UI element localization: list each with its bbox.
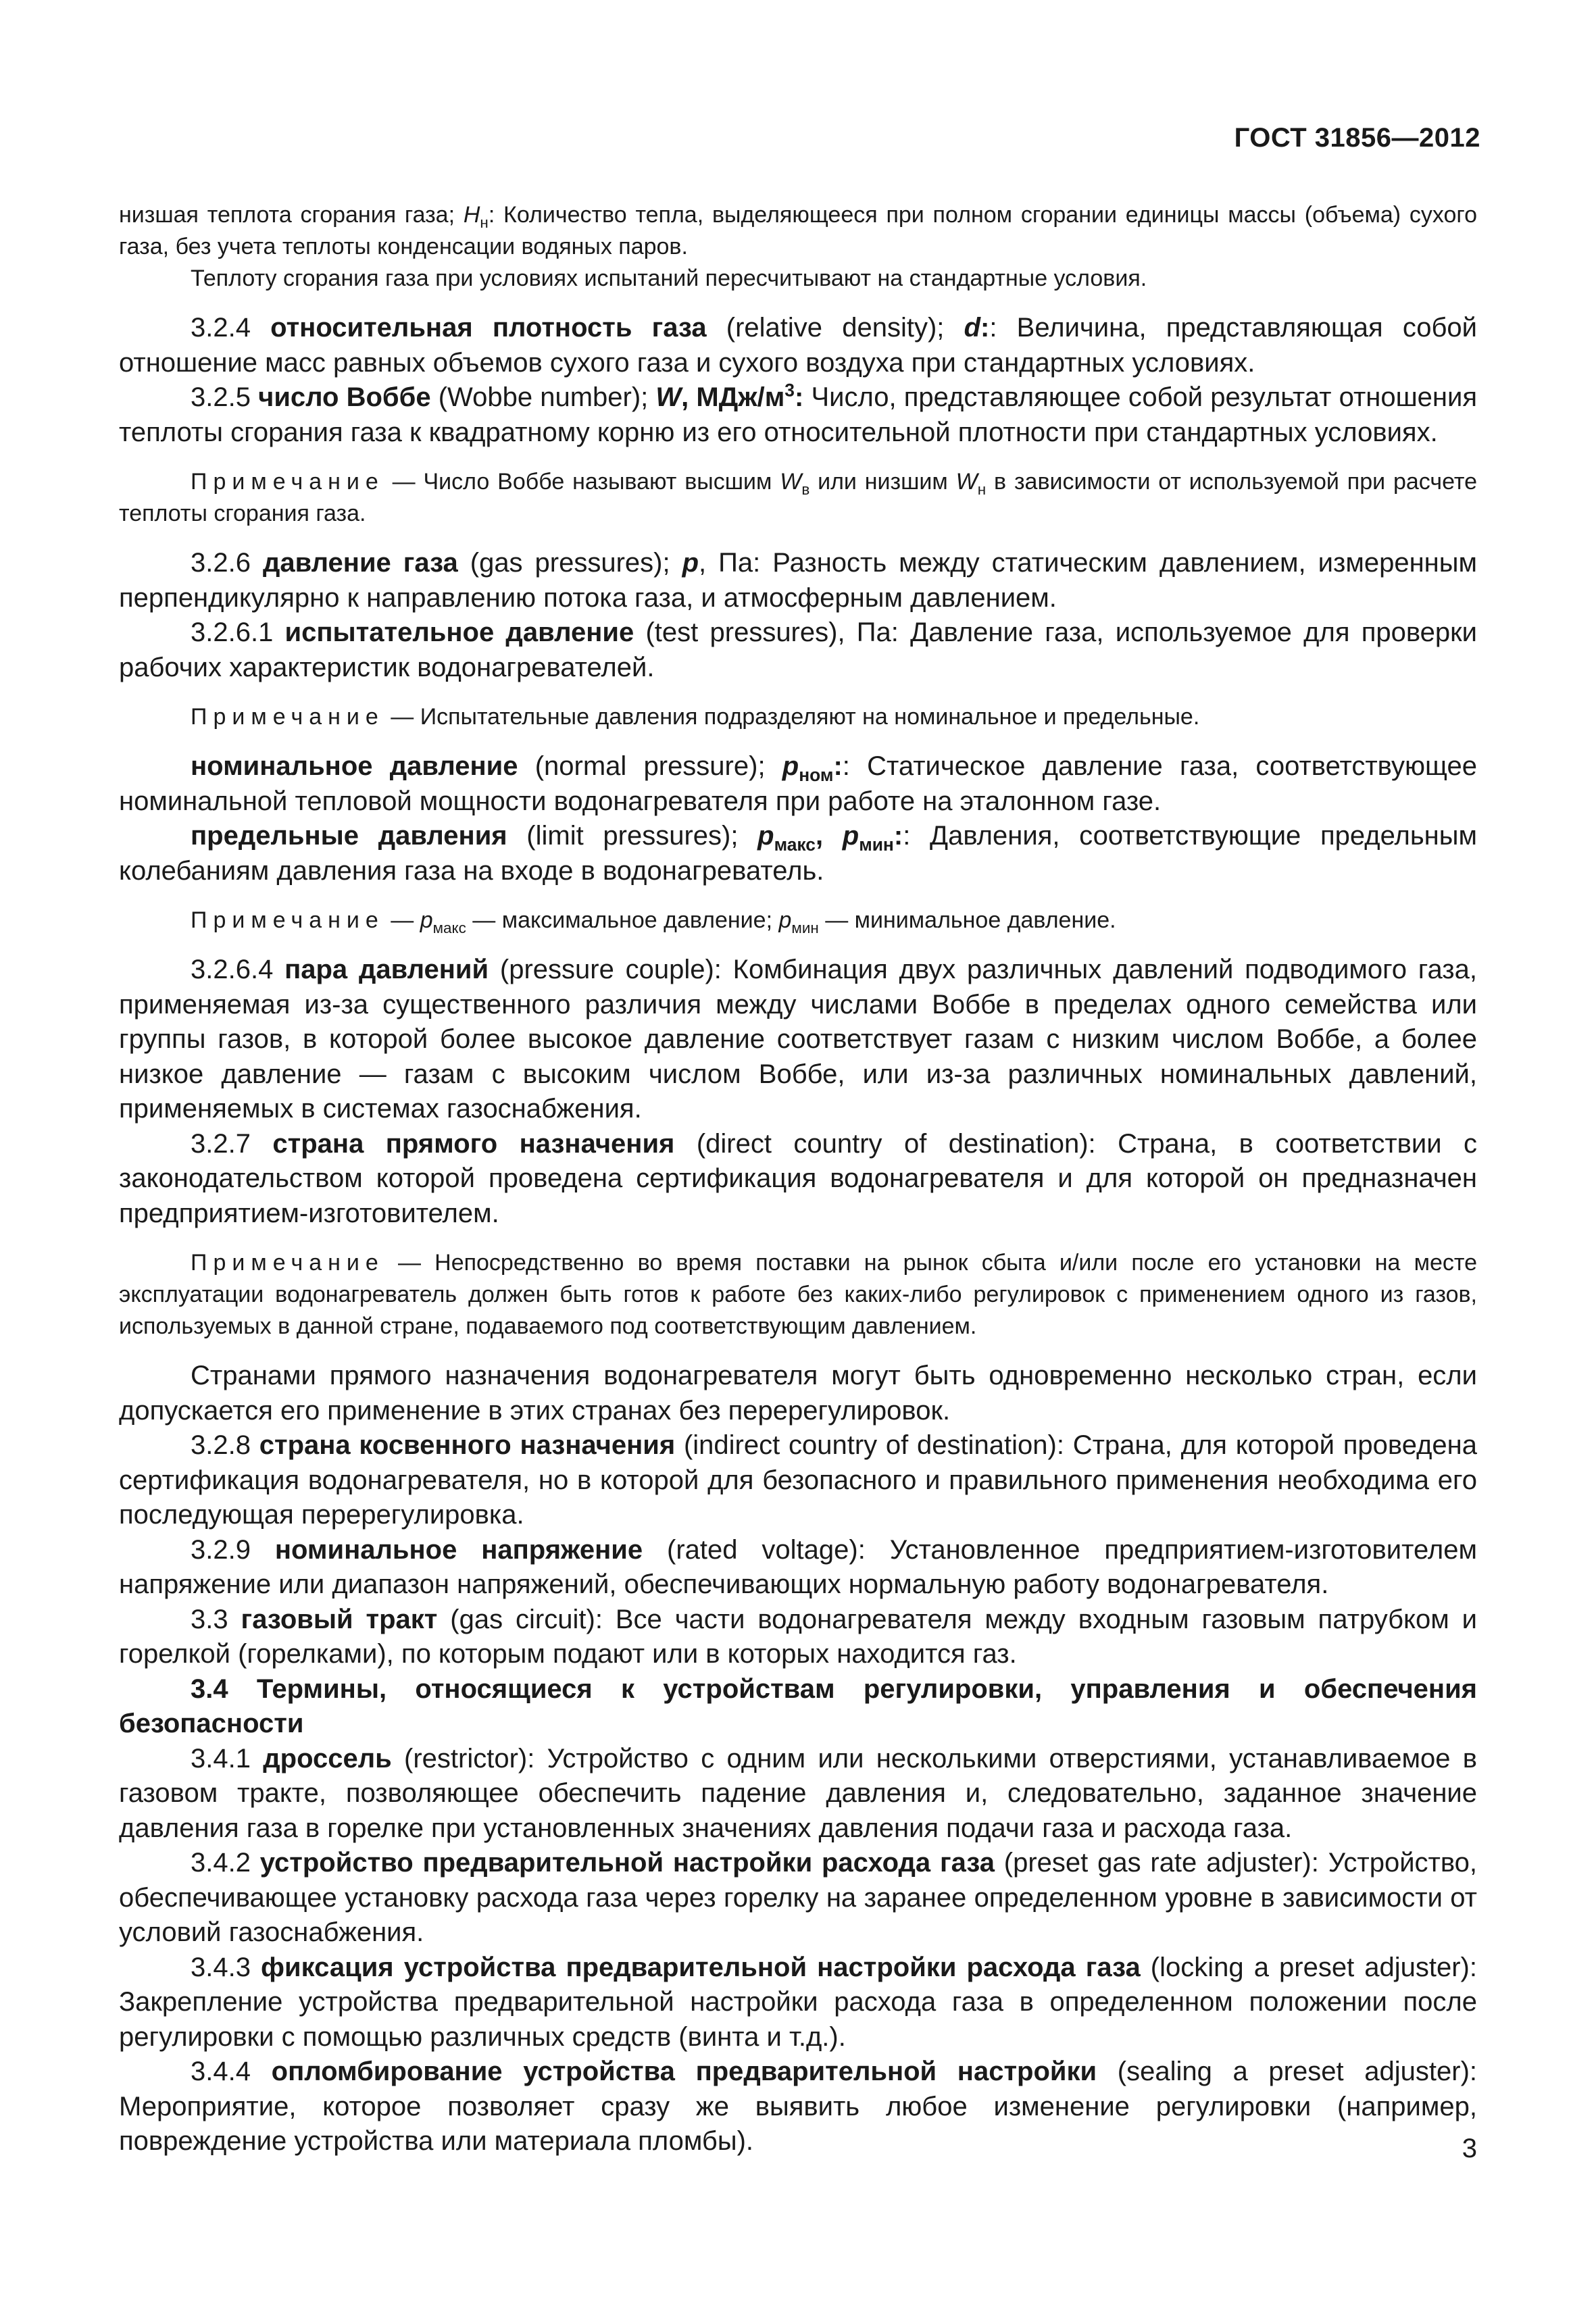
paragraph-limit-pressures: предельные давления (limit pressures); $p_{макс}$, $p_{мин}$:: Давления, соответствующие предельным колебаниям давления газа на входе в водонагреватель. (119, 821, 1478, 886)
paragraph-3-2-6-1: 3.2.6.1 испытательное давление (test pressures), Па: Давление газа, используемое для проверки рабочих характеристик водонагревателей. (119, 618, 1477, 682)
paragraph-3-2-4: 3.2.4 относительная плотность газа (relative density); d:: Величина, представляющая собой отношение масс равных объемов сухого газа и сухого воздуха при стандартных условиях. (119, 313, 1478, 378)
note-wobbe: Примечание — Число Воббе называют высшим $W_в$ или низшим $W_н$ в зависимости от используемой при расчете теплоты сгорания газа. (119, 469, 1477, 526)
paragraph-3-4-3: 3.4.3 фиксация устройства предварительной настройки расхода газа (locking a preset adjuster): Закрепление устройства предварительной настройки расхода газа в определенном положении после регулировки с помощью различных средств (винта и т.д.). (119, 1952, 1477, 2052)
paragraph-countries: Странами прямого назначения водонагревателя могут быть одновременно несколько стран, если допускается его применение в этих странах без перерегулировок. (119, 1361, 1477, 1426)
paragraph-3-2-6: 3.2.6 давление газа (gas pressures); p, Па: Разность между статическим давлением, измеренным перпендикулярно к направлению потока газа, и атмосферным давлением. (119, 548, 1478, 613)
paragraph-nominal-pressure: номинальное давление (normal pressure); $p_{ном}$:: Статическое давление газа, соответствующее номинальной тепловой мощности водонагревателя при работе на эталонном газе. (119, 751, 1478, 816)
paragraph-3-2-9: 3.2.9 номинальное напряжение (rated voltage): Установленное предприятием-изготовителем напряжение или диапазон напряжений, обеспечивающих нормальную работу водонагревателя. (119, 1534, 1477, 1599)
recalc-paragraph: Теплоту сгорания газа при условиях испытаний пересчитывают на стандартные условия. (191, 266, 1147, 291)
paragraph-3-2-5: 3.2.5 число Воббе (Wobbe number); W, МДж/$м^3$: Число, представляющее собой результат отношения теплоты сгорания газа к квадратному корню из его относительной плотности при стандартных условиях. (119, 380, 1478, 447)
standard-header: ГОСТ 31856—2012 (1234, 123, 1480, 153)
paragraph-3-4-4: 3.4.4 опломбирование устройства предварительной настройки (sealing a preset adjuster): Мероприятие, которое позволяет сразу же выявить любое изменение регулировки (например, повреждение устройства или материала пломбы). (119, 2057, 1478, 2156)
paragraph-3-2-8: 3.2.8 страна косвенного назначения (indirect country of destination): Страна, для которой проведена сертификация водонагревателя, но в которой для безопасного и правильного применения необходима его последующая перерегулировка. (119, 1430, 1477, 1530)
section-heading-3-4: 3.4 Термины, относящиеся к устройствам регулировки, управления и обеспечения безопасности (119, 1674, 1477, 1738)
paragraph-3-4-2: 3.4.2 устройство предварительной настройки расхода газа (preset gas rate adjuster): Устройство, обеспечивающее установку расхода газа через горелку на заранее определенном уровне в зависимости от условий газоснабжения. (119, 1848, 1478, 1947)
paragraph-3-2-7: 3.2.7 страна прямого назначения (direct country of destination): Страна, в соответствии с законодательством которой проведена сертификация водонагревателя и для которой он предназначен предприятием-изготовителем. (119, 1128, 1477, 1228)
paragraph-3-3: 3.3 газовый тракт (gas circuit): Все части водонагревателя между входным газовым патрубком и горелкой (горелками), по которым подают или в которых находится газ. (119, 1604, 1478, 1669)
paragraph-3-4-1: 3.4.1 дроссель (restrictor): Устройство с одним или несколькими отверстиями, устанавливаемое в газовом тракте, позволяющее обеспечить падение давления и, следовательно, заданное значение давления газа в горелке при установленных значениях давления подачи газа и расхода газа. (119, 1743, 1477, 1843)
note-direct-country: Примечание — Непосредственно во время поставки на рынок сбыта и/или после его установки на месте эксплуатации водонагреватель должен быть готов к работе без каких-либо регулировок с применением одного из газов, используемых в данной стране, подаваемого под соответствующим давлением. (119, 1250, 1477, 1339)
note-limit-pressures: Примечание — $p_{макс}$ — максимальное давление; $p_{мин}$ — минимальное давление. (191, 907, 1116, 936)
note-test-pressure: Примечание — Испытательные давления подразделяют на номинальное и предельные. (191, 704, 1200, 730)
page-content (119, 199, 1477, 2159)
paragraph-3-2-6-4: 3.2.6.4 пара давлений (pressure couple): Комбинация двух различных давлений подводимого газа, применяемая из-за существенного различия между числами Воббе в пределах одного семейства или группы газов, в которой более высокое давление соответствует газам с низким числом Воббе, а более низкое давление — газам с высоким числом Воббе, или из-за различных номинальных давлений, применяемых в системах газоснабжения. (119, 955, 1478, 1124)
lower-heat-definition: низшая теплота сгорания газа; $H_н$: Количество тепла, выделяющееся при полном сгорании единицы массы (объема) сухого газа, без учета теплоты конденсации водяных паров. (119, 202, 1477, 259)
page-number: 3 (1462, 2134, 1477, 2163)
